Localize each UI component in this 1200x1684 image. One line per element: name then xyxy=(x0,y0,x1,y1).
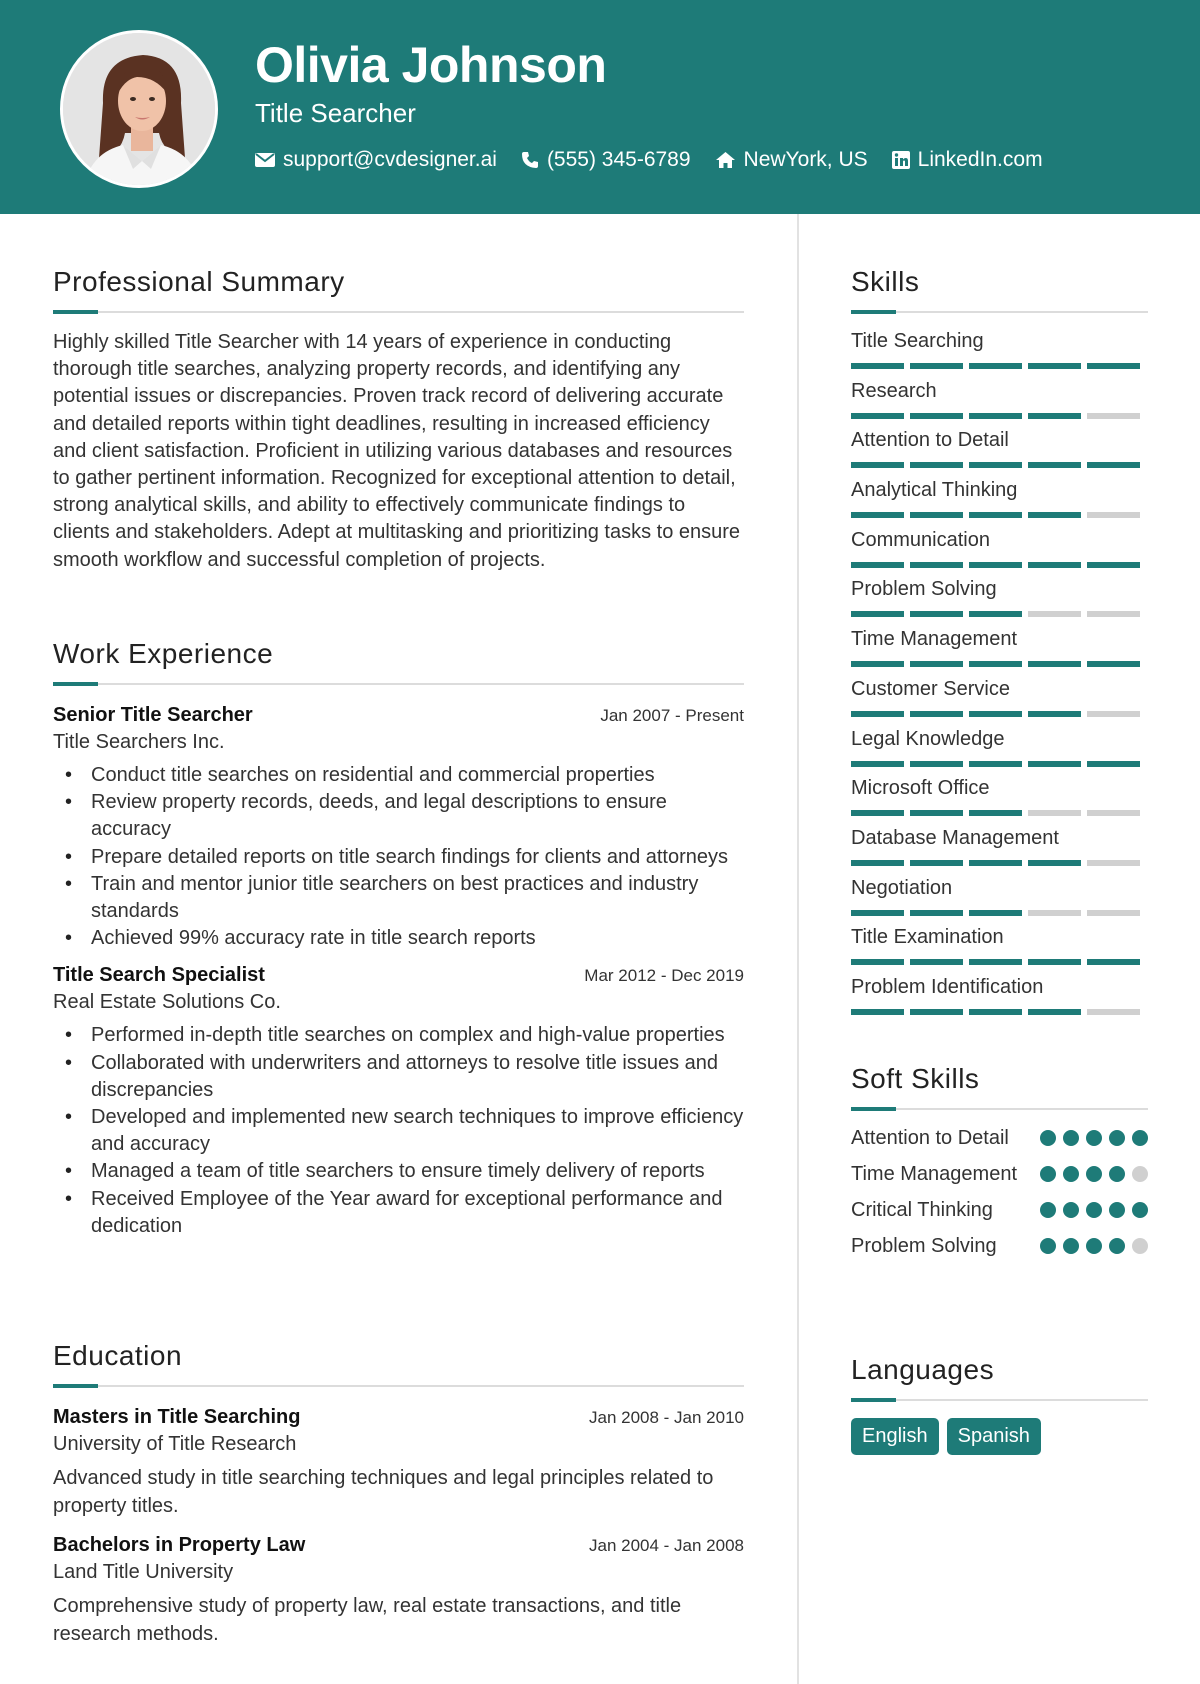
soft-skill-name: Attention to Detail xyxy=(851,1127,1009,1149)
job-entry xyxy=(53,964,744,1240)
job-role: Title Search Specialist xyxy=(53,964,265,987)
skill-level-segment xyxy=(1087,761,1140,767)
skill-row xyxy=(851,377,1148,427)
skill-level-segment xyxy=(1087,611,1140,617)
skill-level-bar xyxy=(851,512,1148,518)
soft-skill-row xyxy=(851,1125,1148,1152)
skill-row xyxy=(851,575,1148,625)
linkedin-icon xyxy=(892,151,910,169)
resume-header xyxy=(0,0,1200,214)
skill-level-segment xyxy=(1028,910,1081,916)
job-bullets xyxy=(53,1022,744,1240)
envelope-icon xyxy=(255,152,275,168)
contact-linkedin[interactable] xyxy=(892,148,1043,172)
skill-level-segment xyxy=(1028,661,1081,667)
skill-level-segment xyxy=(1087,959,1140,965)
skill-level-segment xyxy=(851,413,904,419)
section-heading: Education xyxy=(53,1340,183,1371)
job-bullets xyxy=(53,762,744,952)
summary-text: Highly skilled Title Searcher with 14 years of experience in conducting thorough title searches, analyzing property records, and identifying any potential issues or discrepancies. Proven track record of delivering accurate and detailed reports within tight deadlines, resulting in increased efficiency and client satisfaction. Proficient in utilizing various databases and resources to gather pertinent information. Recognized for exceptional attention to detail, strong analytical skills, and ability to effectively communicate findings to clients and stakeholders. Adept at multitasking and prioritizing tasks to ensure smooth workflow and successful completion of projects. xyxy=(53,331,741,571)
skill-name: Legal Knowledge xyxy=(851,727,1005,750)
rating-dot xyxy=(1109,1130,1125,1146)
job-bullet: • Prepare detailed reports on title search findings for clients and attorneys xyxy=(53,844,744,871)
skill-level-segment xyxy=(1028,562,1081,568)
rating-dot xyxy=(1063,1238,1079,1254)
rating-dot xyxy=(1040,1166,1056,1182)
skill-name: Negotiation xyxy=(851,876,953,899)
skill-level-segment xyxy=(969,562,1022,568)
skill-level-segment xyxy=(969,611,1022,617)
skill-row xyxy=(851,774,1148,824)
job-bullet: • Developed and implemented new search techniques to improve efficiency and accuracy xyxy=(53,1104,744,1158)
skill-level-segment xyxy=(910,562,963,568)
skill-level-segment xyxy=(851,661,904,667)
skill-level-segment xyxy=(1087,711,1140,717)
phone-icon xyxy=(521,151,539,169)
rating-dot xyxy=(1063,1130,1079,1146)
skill-level-segment xyxy=(910,1009,963,1015)
work-experience-section xyxy=(53,638,744,1240)
skill-level-segment xyxy=(969,810,1022,816)
skill-level-segment xyxy=(1087,810,1140,816)
skill-row xyxy=(851,476,1148,526)
language-tag: English xyxy=(851,1418,939,1455)
skill-level-segment xyxy=(910,413,963,419)
candidate-name: Olivia Johnson xyxy=(255,37,607,93)
rating-dot xyxy=(1040,1130,1056,1146)
rating-dot xyxy=(1063,1166,1079,1182)
skill-name: Database Management xyxy=(851,826,1059,849)
job-bullet: • Conduct title searches on residential and commercial properties xyxy=(53,762,744,789)
education-date: Jan 2004 - Jan 2008 xyxy=(588,1536,744,1555)
skill-name: Time Management xyxy=(851,628,1017,651)
rating-dot xyxy=(1086,1202,1102,1218)
education-section xyxy=(53,1340,744,1648)
education-description: Advanced study in title searching techniques and legal principles related to property titles. xyxy=(53,1467,714,1517)
section-heading: Professional Summary xyxy=(53,266,345,297)
skill-level-segment xyxy=(910,910,963,916)
skill-row xyxy=(851,824,1148,874)
section-rule xyxy=(851,1396,1148,1404)
skill-level-segment xyxy=(1028,1009,1081,1015)
skill-name: Customer Service xyxy=(851,677,1010,700)
skill-level-bar xyxy=(851,661,1148,667)
skill-level-segment xyxy=(1087,1009,1140,1015)
skill-level-bar xyxy=(851,462,1148,468)
skill-level-segment xyxy=(969,1009,1022,1015)
section-heading: Languages xyxy=(851,1354,995,1385)
skill-name: Title Examination xyxy=(851,926,1004,949)
skill-level-segment xyxy=(969,413,1022,419)
job-date: Jan 2007 - Present xyxy=(600,706,744,725)
section-heading: Soft Skills xyxy=(851,1063,980,1094)
skill-row xyxy=(851,426,1148,476)
skill-level-segment xyxy=(1087,562,1140,568)
contact-email[interactable] xyxy=(255,148,497,172)
skills-list xyxy=(851,327,1148,1023)
skill-name: Problem Identification xyxy=(851,975,1044,998)
skill-level-segment xyxy=(910,661,963,667)
rating-dot xyxy=(1132,1166,1148,1182)
job-company: Title Searchers Inc. xyxy=(53,731,225,753)
languages-section xyxy=(851,1354,1148,1455)
skill-name: Communication xyxy=(851,528,990,551)
soft-skill-name: Time Management xyxy=(851,1163,1017,1185)
skill-level-segment xyxy=(1087,661,1140,667)
section-heading: Work Experience xyxy=(53,638,274,669)
job-entry xyxy=(53,704,744,952)
skill-level-segment xyxy=(851,711,904,717)
skill-level-segment xyxy=(969,910,1022,916)
skill-level-segment xyxy=(851,1009,904,1015)
skill-level-bar xyxy=(851,562,1148,568)
skill-level-segment xyxy=(851,860,904,866)
skill-level-segment xyxy=(851,611,904,617)
contact-location xyxy=(715,148,868,172)
education-school: University of Title Research xyxy=(53,1433,297,1455)
job-bullet: • Train and mentor junior title searchers on best practices and industry standards xyxy=(53,871,744,925)
job-bullet: • Received Employee of the Year award for exceptional performance and dedication xyxy=(53,1186,744,1240)
rating-dot xyxy=(1132,1130,1148,1146)
rating-dot xyxy=(1109,1202,1125,1218)
section-rule xyxy=(53,1382,744,1390)
skill-row xyxy=(851,526,1148,576)
skill-level-bar xyxy=(851,711,1148,717)
skill-level-segment xyxy=(1087,910,1140,916)
soft-skill-rating xyxy=(1040,1161,1148,1182)
skill-level-segment xyxy=(1087,413,1140,419)
skill-level-segment xyxy=(910,959,963,965)
soft-skill-row xyxy=(851,1161,1148,1188)
column-divider xyxy=(797,214,799,1684)
skill-level-bar xyxy=(851,363,1148,369)
skill-level-bar xyxy=(851,1009,1148,1015)
skill-level-segment xyxy=(910,611,963,617)
rating-dot xyxy=(1063,1202,1079,1218)
skill-row xyxy=(851,675,1148,725)
rating-dot xyxy=(1040,1202,1056,1218)
soft-skill-rating xyxy=(1040,1233,1148,1254)
skill-level-segment xyxy=(1087,363,1140,369)
section-heading: Skills xyxy=(851,266,920,297)
profile-portrait-image xyxy=(63,33,218,188)
home-icon xyxy=(715,151,736,169)
skill-level-segment xyxy=(910,512,963,518)
skill-level-segment xyxy=(910,860,963,866)
skills-section xyxy=(851,266,1148,1023)
rating-dot xyxy=(1086,1166,1102,1182)
job-bullet: • Review property records, deeds, and legal descriptions to ensure accuracy xyxy=(53,789,744,843)
language-tag: Spanish xyxy=(947,1418,1041,1455)
skill-name: Microsoft Office xyxy=(851,777,990,800)
education-school: Land Title University xyxy=(53,1561,234,1583)
education-degree: Masters in Title Searching xyxy=(53,1406,301,1428)
job-bullet: • Managed a team of title searchers to ensure timely delivery of reports xyxy=(53,1158,744,1185)
skill-level-segment xyxy=(851,363,904,369)
skill-level-segment xyxy=(851,761,904,767)
soft-skills-list xyxy=(851,1125,1148,1260)
contact-phone[interactable] xyxy=(521,148,691,172)
soft-skill-rating xyxy=(1040,1197,1148,1218)
skill-level-segment xyxy=(969,959,1022,965)
skill-level-segment xyxy=(1028,711,1081,717)
contact-phone-text: (555) 345-6789 xyxy=(546,148,691,171)
skill-level-segment xyxy=(1028,363,1081,369)
soft-skill-row xyxy=(851,1197,1148,1224)
skill-level-segment xyxy=(1028,462,1081,468)
rating-dot xyxy=(1086,1238,1102,1254)
rating-dot xyxy=(1086,1130,1102,1146)
skill-level-bar xyxy=(851,413,1148,419)
job-role: Senior Title Searcher xyxy=(53,704,253,726)
skill-row xyxy=(851,973,1148,1023)
skill-level-segment xyxy=(969,363,1022,369)
skill-level-segment xyxy=(969,761,1022,767)
skill-level-segment xyxy=(910,810,963,816)
skill-level-bar xyxy=(851,761,1148,767)
job-bullet: • Collaborated with underwriters and attorneys to resolve title issues and discrepancies xyxy=(53,1050,744,1104)
skill-level-segment xyxy=(851,959,904,965)
skill-level-segment xyxy=(1028,860,1081,866)
skill-level-bar xyxy=(851,910,1148,916)
soft-skills-section xyxy=(851,1063,1148,1269)
skill-level-segment xyxy=(910,711,963,717)
skill-name: Attention to Detail xyxy=(851,429,1009,452)
rating-dot xyxy=(1109,1238,1125,1254)
skill-level-segment xyxy=(851,810,904,816)
section-rule xyxy=(851,1105,1148,1113)
skill-level-segment xyxy=(1028,810,1081,816)
soft-skill-row xyxy=(851,1233,1148,1260)
skill-level-segment xyxy=(1087,462,1140,468)
skill-name: Research xyxy=(851,379,937,402)
skill-level-segment xyxy=(969,512,1022,518)
skill-level-segment xyxy=(969,860,1022,866)
skill-level-segment xyxy=(851,512,904,518)
skill-name: Analytical Thinking xyxy=(851,479,1018,502)
education-degree: Bachelors in Property Law xyxy=(53,1534,306,1556)
skill-level-bar xyxy=(851,810,1148,816)
skill-level-segment xyxy=(851,562,904,568)
skill-level-bar xyxy=(851,959,1148,965)
skill-level-segment xyxy=(851,910,904,916)
skill-level-segment xyxy=(969,462,1022,468)
section-rule xyxy=(851,308,1148,316)
skill-level-segment xyxy=(910,761,963,767)
contact-list xyxy=(255,148,1043,172)
rating-dot xyxy=(1040,1238,1056,1254)
education-date: Jan 2008 - Jan 2010 xyxy=(588,1408,744,1427)
skill-row xyxy=(851,327,1148,377)
profile-photo xyxy=(60,30,218,188)
skill-row xyxy=(851,923,1148,973)
professional-summary-section xyxy=(53,266,744,574)
soft-skill-name: Critical Thinking xyxy=(851,1199,993,1221)
skill-level-segment xyxy=(1087,860,1140,866)
skill-name: Title Searching xyxy=(851,330,984,352)
skill-level-segment xyxy=(969,661,1022,667)
skill-level-segment xyxy=(1028,512,1081,518)
skill-level-segment xyxy=(910,462,963,468)
job-bullet: • Achieved 99% accuracy rate in title search reports xyxy=(53,925,744,952)
skill-level-bar xyxy=(851,611,1148,617)
skill-level-segment xyxy=(1028,761,1081,767)
candidate-title: Title Searcher xyxy=(255,98,416,128)
rating-dot xyxy=(1132,1202,1148,1218)
contact-linkedin-text: LinkedIn.com xyxy=(917,148,1043,171)
skill-level-segment xyxy=(1028,611,1081,617)
skill-level-segment xyxy=(910,363,963,369)
education-entry xyxy=(53,1406,744,1520)
soft-skill-rating xyxy=(1040,1125,1148,1146)
soft-skill-name: Problem Solving xyxy=(851,1235,997,1257)
job-company: Real Estate Solutions Co. xyxy=(53,991,281,1014)
rating-dot xyxy=(1109,1166,1125,1182)
skill-level-segment xyxy=(1028,413,1081,419)
skill-level-segment xyxy=(851,462,904,468)
skill-level-bar xyxy=(851,860,1148,866)
section-rule xyxy=(53,680,744,688)
job-bullet: • Performed in-depth title searches on complex and high-value properties xyxy=(53,1022,744,1049)
education-entry xyxy=(53,1534,744,1648)
skill-row xyxy=(851,625,1148,675)
education-description: Comprehensive study of property law, real estate transactions, and title research methods. xyxy=(53,1595,682,1645)
skill-name: Problem Solving xyxy=(851,578,997,601)
section-rule xyxy=(53,308,744,316)
skill-level-segment xyxy=(1087,512,1140,518)
skill-row xyxy=(851,725,1148,775)
job-date: Mar 2012 - Dec 2019 xyxy=(584,966,744,986)
contact-location-text: NewYork, US xyxy=(743,148,868,171)
language-tags xyxy=(851,1418,1148,1455)
skill-row xyxy=(851,874,1148,924)
rating-dot xyxy=(1132,1238,1148,1254)
skill-level-segment xyxy=(1028,959,1081,965)
contact-email-text: support@cvdesigner.ai xyxy=(283,148,497,171)
skill-level-segment xyxy=(969,711,1022,717)
